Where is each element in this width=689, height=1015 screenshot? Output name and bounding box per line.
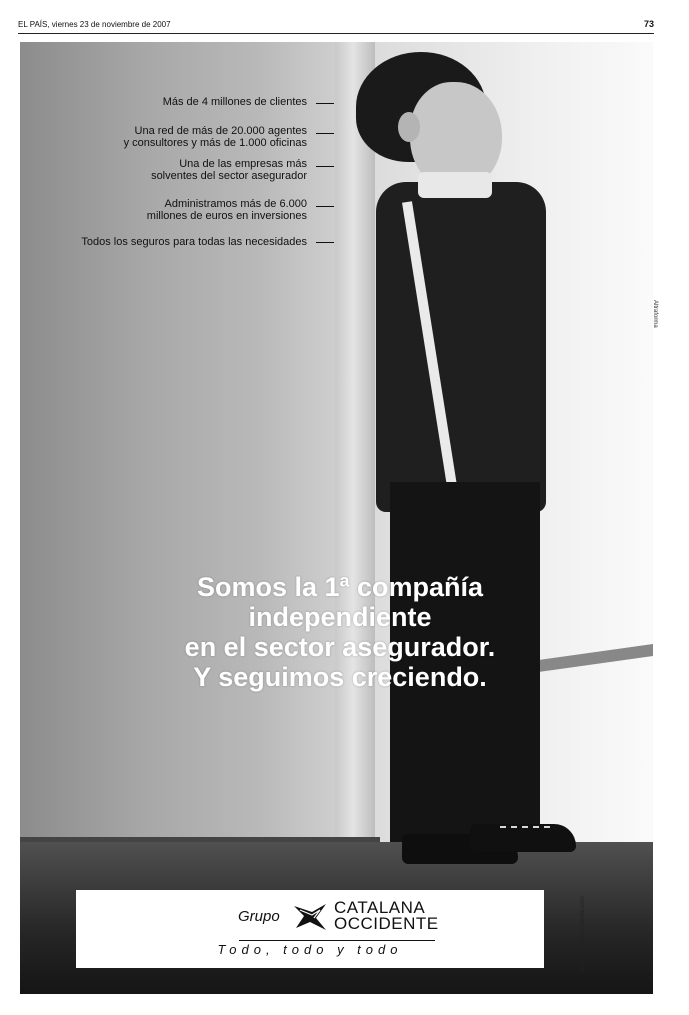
height-chart-facts [20, 42, 653, 302]
brand-rule [239, 940, 435, 941]
fact-item: Todos los seguros para todas las necesidades [81, 236, 307, 248]
headline-line: independiente [248, 602, 432, 632]
brand-panel [76, 890, 544, 968]
agency-credit: Altraforma [652, 300, 658, 328]
brand-name: CATALANA OCCIDENTE [334, 898, 439, 933]
fact-item: Una de las empresas más solventes del sector asegurador [151, 158, 307, 182]
height-tick [316, 242, 334, 243]
fact-item: Administramos más de 6.000 millones de euros en inversiones [146, 198, 307, 222]
headline-line: Somos la 1ª compañía [196, 572, 484, 602]
height-tick [316, 166, 334, 167]
newspaper-date-line: EL PAÍS, viernes 23 de noviembre de 2007 [18, 20, 171, 29]
page-header [18, 18, 654, 34]
page-number: 73 [643, 19, 654, 29]
ad-headline [140, 572, 540, 692]
advertisement [20, 42, 653, 994]
fact-item: Más de 4 millones de clientes [162, 96, 307, 108]
height-tick [316, 206, 334, 207]
height-tick [316, 133, 334, 134]
bird-logo-icon [292, 902, 328, 932]
shoe-laces [500, 826, 550, 836]
headline-line: Y seguimos creciendo. [193, 662, 487, 692]
website-url: www.catalanaoccidente.com [580, 896, 586, 972]
fact-item: Una red de más de 20.000 agentes y consultores y más de 1.000 oficinas [123, 125, 307, 149]
height-tick [316, 103, 334, 104]
headline-line: en el sector asegurador. [184, 632, 496, 662]
brand-tagline: Todo, todo y todo [217, 942, 403, 957]
brand-grupo: Grupo [238, 908, 280, 925]
header-rule [18, 33, 654, 34]
